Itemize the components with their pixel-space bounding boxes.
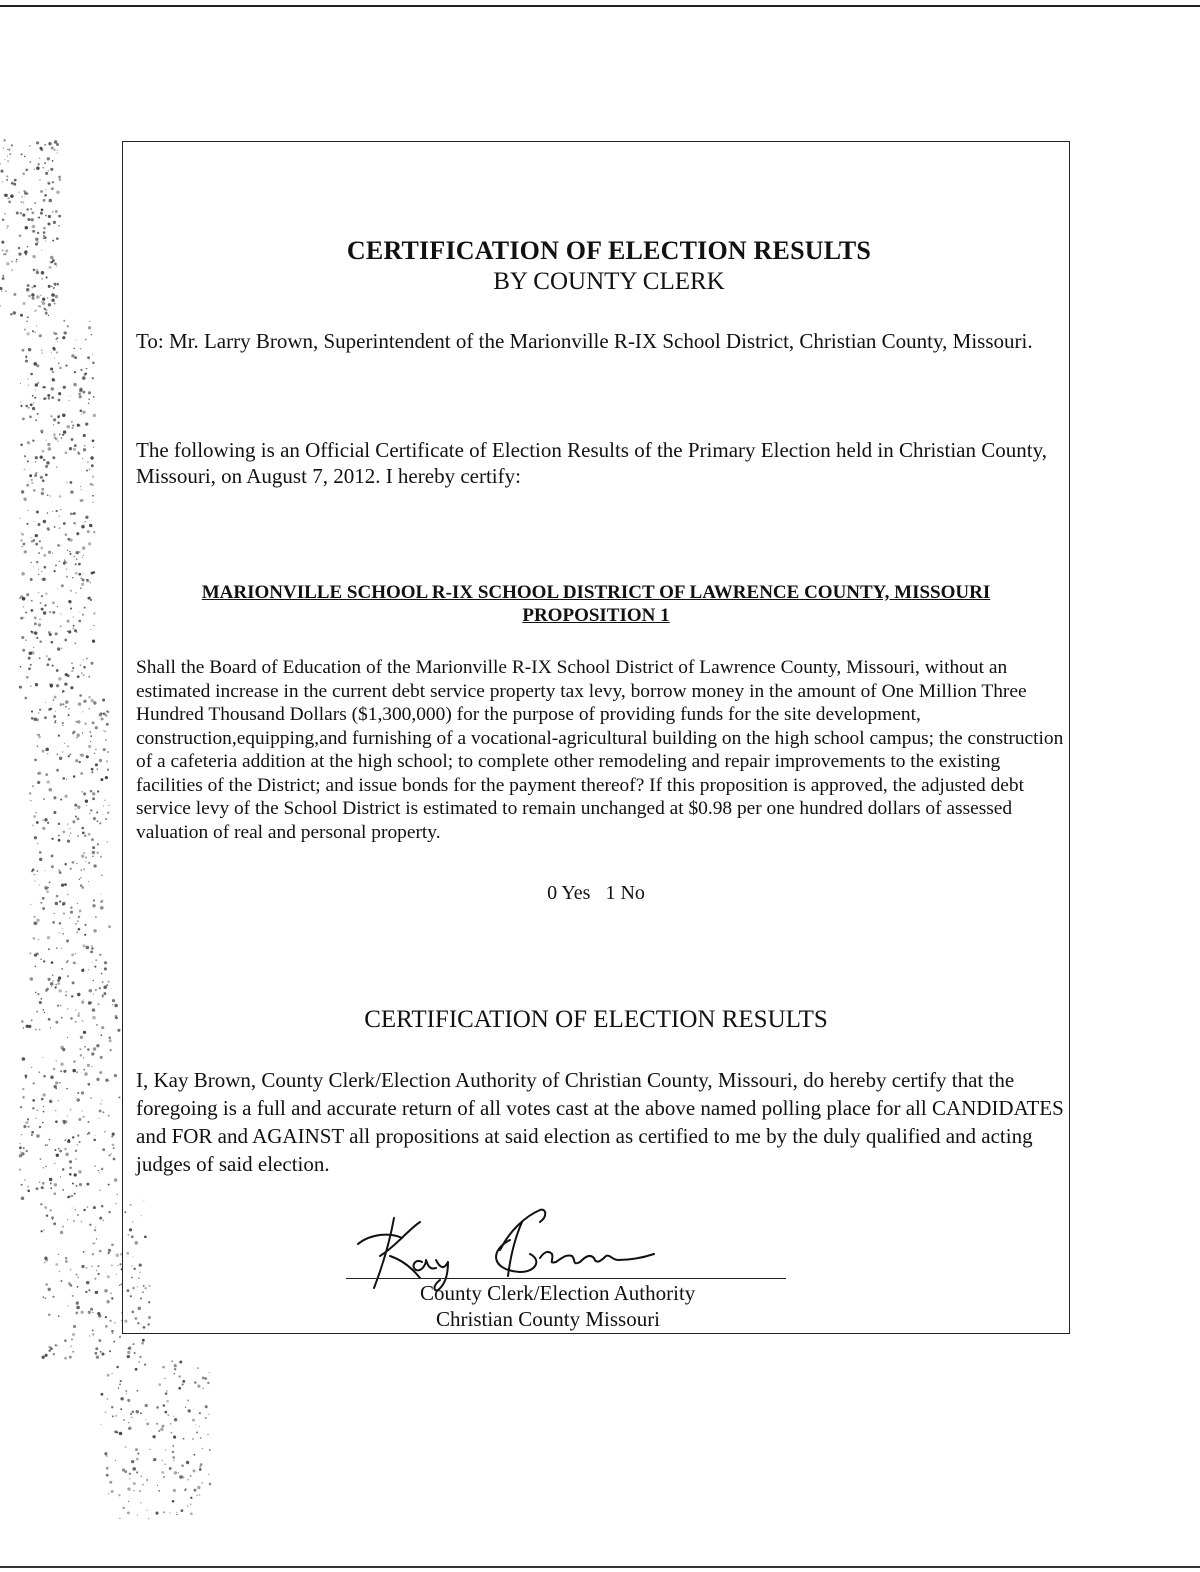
no-count: 1 <box>605 882 616 904</box>
signatory-county: Christian County Missouri <box>436 1307 661 1331</box>
certificate-title: CERTIFICATION OF ELECTION RESULTS <box>346 236 872 265</box>
yes-label: Yes <box>561 882 591 904</box>
addressee-line: To: Mr. Larry Brown, Superintendent of the Marionville R-IX School District, Christian County, Missouri. <box>136 329 1033 353</box>
signature-line <box>346 1278 786 1279</box>
scan-bottom-edge-line <box>0 1566 1200 1568</box>
certification-heading: CERTIFICATION OF ELECTION RESULTS <box>364 1006 828 1033</box>
no-label: No <box>620 882 645 904</box>
scan-top-edge-line <box>0 5 1200 7</box>
proposition-label: PROPOSITION 1 <box>522 605 670 626</box>
vote-results <box>122 882 1070 905</box>
certificate-subtitle: BY COUNTY CLERK <box>493 268 725 295</box>
certification-statement: I, Kay Brown, County Clerk/Election Authority of Christian County, Missouri, do hereby certify that the foregoing is a full and accurate return of all votes cast at the above named polling place for all CANDIDATES and FOR and AGAINST all propositions at said election as certified to me by the duly qualified and acting judges of said election. <box>136 1068 1064 1176</box>
proposition-text: Shall the Board of Education of the Marionville R-IX School District of Lawrence County, Missouri, without an estimated increase in the current debt service property tax levy, borrow money in the amount of One Million Three Hundred Thousand Dollars ($1,300,000) for the purpose of providing funds for the site development, construction,equipping,and furnishing of a vocational-agricultural building on the high school campus; the construction of a cafeteria addition at the high school; to complete other remodeling and repair improvements to the existing facilities of the District; and issue bonds for the payment thereof? If this proposition is approved, the adjusted debt service levy of the School District is estimated to remain unchanged at $0.98 per one hundred dollars of assessed valuation of real and personal property. <box>136 657 1064 843</box>
signatory-title: County Clerk/Election Authority <box>420 1281 696 1305</box>
proposition-heading <box>122 581 1070 627</box>
intro-paragraph: The following is an Official Certificate of Election Results of the Primary Election held in Christian County, Missouri, on August 7, 2012. I hereby certify: <box>136 438 1047 488</box>
yes-count: 0 <box>547 882 558 904</box>
district-heading: MARIONVILLE SCHOOL R-IX SCHOOL DISTRICT OF LAWRENCE COUNTY, MISSOURI <box>201 582 991 603</box>
